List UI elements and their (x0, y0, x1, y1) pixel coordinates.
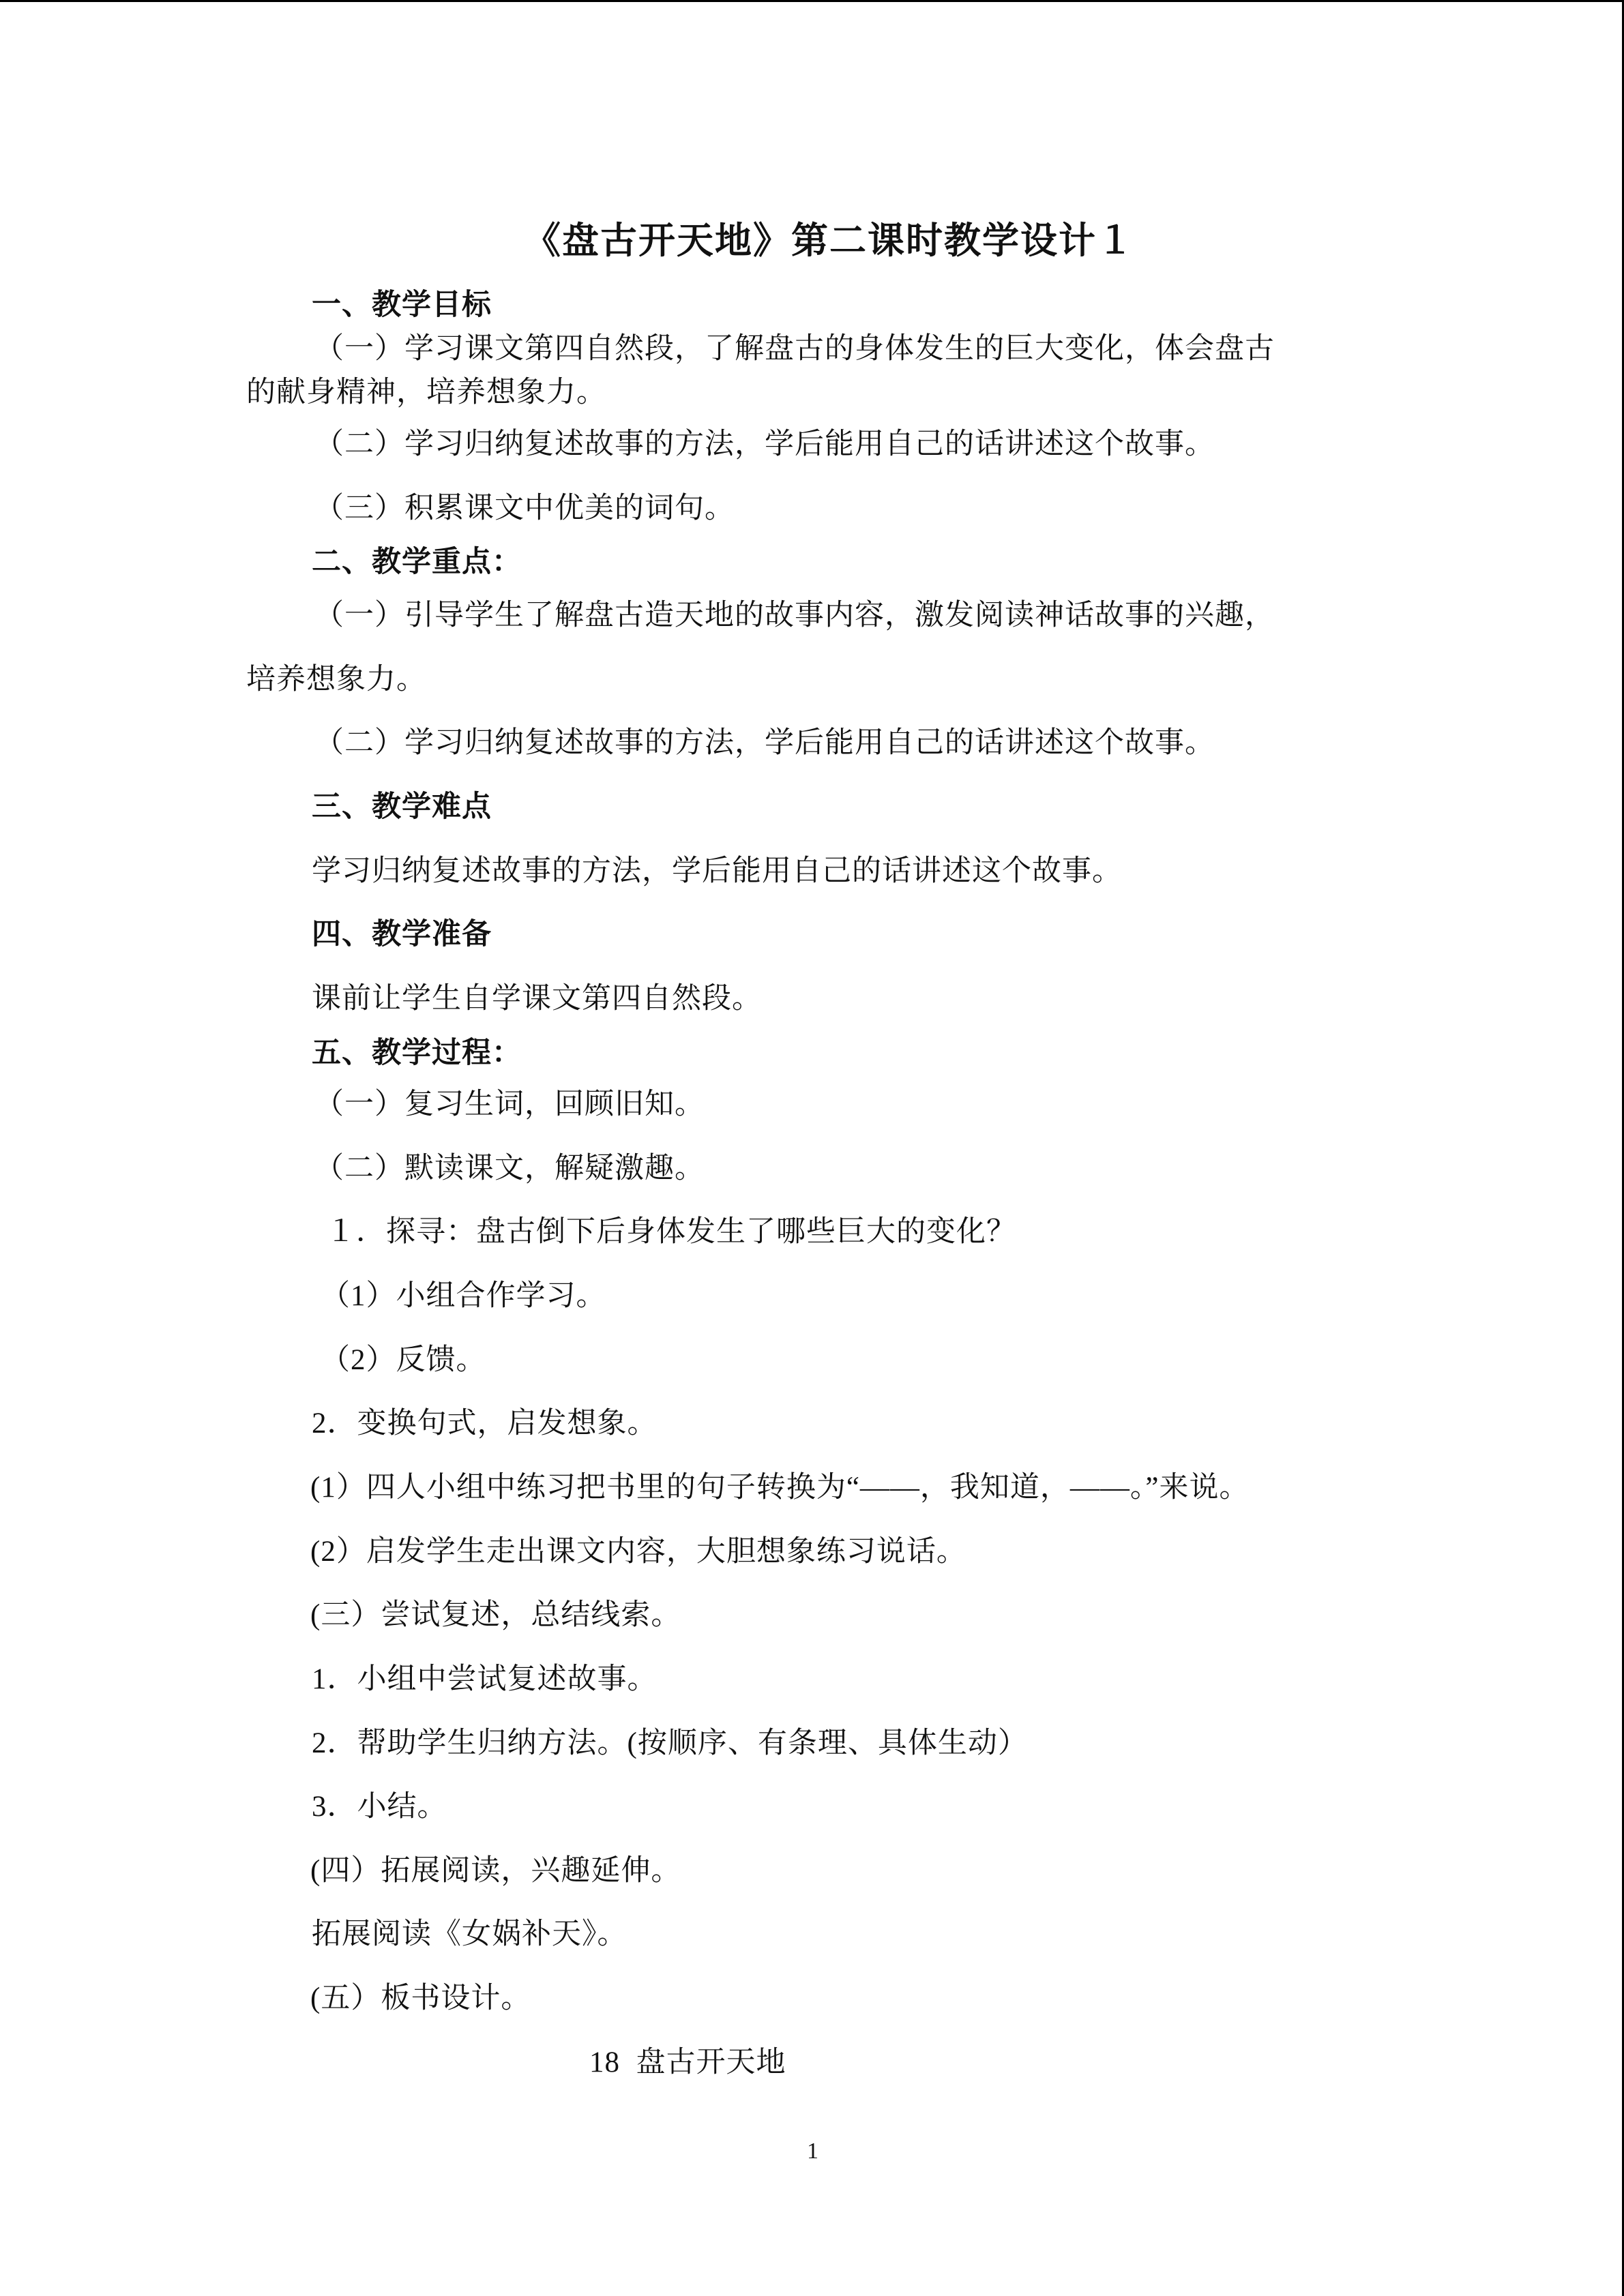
page-title: 《盘古开天地》第二课时教学设计１ (524, 220, 1135, 261)
process-step-4: (四）拓展阅读，兴趣延伸。 (310, 1855, 681, 1887)
preparation-heading: 四、教学准备 (312, 919, 492, 951)
process-step-2-2-1: (1）四人小组中练习把书里的句子转换为“——，我知道，——。”来说。 (310, 1472, 1250, 1504)
process-step-2-1-2: （2）反馈。 (321, 1344, 486, 1376)
difficulties-heading: 三、教学难点 (312, 791, 492, 823)
process-step-1: （一）复习生词，回顾旧知。 (314, 1088, 705, 1120)
process-step-2-2-2: (2）启发学生走出课文内容，大胆想象练习说话。 (310, 1536, 966, 1568)
process-step-2-1-1: （1）小组合作学习。 (321, 1280, 606, 1312)
process-step-5: (五）板书设计。 (310, 1982, 531, 2014)
key-points-heading: 二、教学重点： (312, 546, 522, 578)
process-step-2: （二）默读课文，解疑激趣。 (314, 1152, 705, 1184)
page-number: 1 (807, 2138, 819, 2164)
goals-item-1-line-1: （一）学习课文第四自然段，了解盘古的身体发生的巨大变化，体会盘古 (314, 333, 1275, 365)
preparation-text: 课前让学生自学课文第四自然段。 (312, 983, 762, 1015)
process-step-2-2: 2．变换句式，启发想象。 (312, 1407, 658, 1440)
goals-item-2: （二）学习归纳复述故事的方法，学后能用自己的话讲述这个故事。 (314, 428, 1215, 460)
process-step-3-1: 1．小组中尝试复述故事。 (312, 1663, 658, 1695)
board-design-title: 18 盘古开天地 (589, 2046, 786, 2078)
key-points-item-1-line-2: 培养想象力。 (246, 664, 426, 696)
process-step-4-text: 拓展阅读《女娲补天》。 (312, 1918, 628, 1950)
key-points-item-1-line-1: （一）引导学生了解盘古造天地的故事内容，激发阅读神话故事的兴趣， (314, 599, 1275, 631)
process-heading: 五、教学过程： (312, 1037, 522, 1069)
process-step-3-2: 2．帮助学生归纳方法。(按顺序、有条理、具体生动） (312, 1727, 1028, 1759)
process-step-3-3: 3．小结。 (312, 1791, 447, 1823)
goals-heading: 一、教学目标 (312, 289, 492, 321)
key-points-item-2: （二）学习归纳复述故事的方法，学后能用自己的话讲述这个故事。 (314, 727, 1215, 759)
goals-item-1-line-2: 的献身精神，培养想象力。 (246, 376, 606, 408)
difficulties-text: 学习归纳复述故事的方法，学后能用自己的话讲述这个故事。 (312, 855, 1122, 887)
process-step-2-1: １．探寻：盘古倒下后身体发生了哪些巨大的变化？ (326, 1216, 1016, 1248)
goals-item-3: （三）积累课文中优美的词句。 (314, 492, 735, 524)
process-step-3: (三）尝试复述，总结线索。 (310, 1599, 681, 1631)
